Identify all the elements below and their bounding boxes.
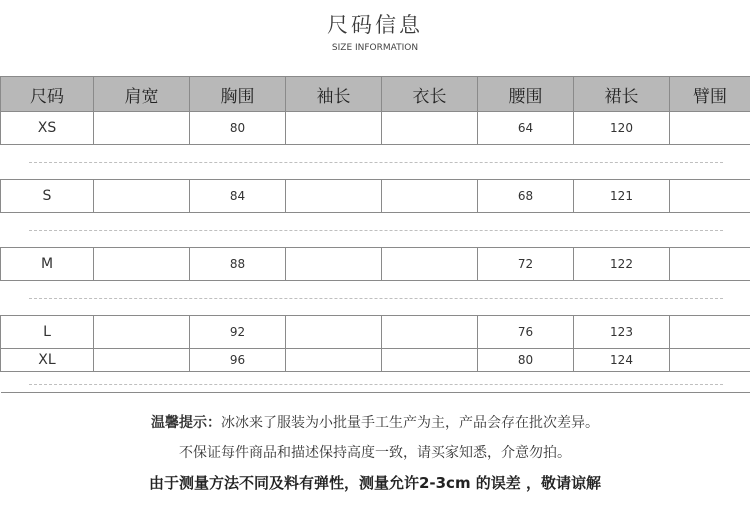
header-arm: 臂围 xyxy=(670,77,750,112)
table-row xyxy=(1,349,750,372)
table-cell xyxy=(382,349,478,372)
table-cell xyxy=(670,349,750,372)
header-length: 衣长 xyxy=(382,77,478,112)
table-cell: 80 xyxy=(190,112,286,145)
row-separator xyxy=(1,213,750,248)
table-cell xyxy=(94,316,190,349)
header-bust: 胸围 xyxy=(190,77,286,112)
row-separator xyxy=(1,372,750,393)
dashed-divider xyxy=(29,162,723,163)
notice-label: 温馨提示： xyxy=(151,415,221,431)
header-sleeve: 袖长 xyxy=(286,77,382,112)
table-cell: 121 xyxy=(574,180,670,213)
table-header-row xyxy=(1,77,750,112)
header-waist: 腰围 xyxy=(478,77,574,112)
size-table xyxy=(0,76,750,393)
table-cell xyxy=(382,248,478,281)
page-header xyxy=(0,12,750,54)
table-cell xyxy=(670,316,750,349)
notice-line-2: 不保证每件商品和描述保持高度一致，请买家知悉，介意勿拍。 xyxy=(179,445,571,461)
table-row xyxy=(1,112,750,145)
header-shoulder: 肩宽 xyxy=(94,77,190,112)
table-cell xyxy=(286,349,382,372)
table-cell xyxy=(94,248,190,281)
table-cell: 68 xyxy=(478,180,574,213)
table-cell: 80 xyxy=(478,349,574,372)
table-cell: 76 xyxy=(478,316,574,349)
table-row xyxy=(1,248,750,281)
table-cell xyxy=(382,112,478,145)
table-cell xyxy=(670,248,750,281)
size-cell: XL xyxy=(1,349,94,372)
table-cell: 64 xyxy=(478,112,574,145)
dashed-divider xyxy=(29,230,723,231)
notice-line-3: 由于测量方法不同及料有弹性，测量允许2-3cm 的误差 ，敬请谅解 xyxy=(148,474,602,492)
size-cell: XS xyxy=(1,112,94,145)
table-cell: 84 xyxy=(190,180,286,213)
table-cell xyxy=(94,180,190,213)
table-cell: 92 xyxy=(190,316,286,349)
notice-text: 冰冰来了服装为小批量手工生产为主，产品会存在批次差异。 xyxy=(221,415,599,431)
table-cell: 72 xyxy=(478,248,574,281)
page-title: 尺码信息 xyxy=(327,13,423,37)
size-cell: L xyxy=(1,316,94,349)
table-cell: 123 xyxy=(574,316,670,349)
table-cell xyxy=(670,180,750,213)
dashed-divider xyxy=(29,384,723,385)
dashed-divider xyxy=(29,298,723,299)
table-cell xyxy=(670,112,750,145)
table-cell xyxy=(286,112,382,145)
header-size: 尺码 xyxy=(1,77,94,112)
page-subtitle: SIZE INFORMATION xyxy=(331,43,419,53)
table-cell: 88 xyxy=(190,248,286,281)
table-cell xyxy=(286,316,382,349)
table-cell xyxy=(286,248,382,281)
table-cell xyxy=(286,180,382,213)
size-cell: S xyxy=(1,180,94,213)
notice-line-1 xyxy=(0,412,750,432)
table-cell: 120 xyxy=(574,112,670,145)
table-row xyxy=(1,180,750,213)
table-row xyxy=(1,316,750,349)
table-cell xyxy=(94,349,190,372)
size-cell: M xyxy=(1,248,94,281)
table-cell xyxy=(382,180,478,213)
table-cell: 122 xyxy=(574,248,670,281)
row-separator xyxy=(1,145,750,180)
table-cell: 124 xyxy=(574,349,670,372)
table-cell xyxy=(94,112,190,145)
header-skirt-length: 裙长 xyxy=(574,77,670,112)
table-cell: 96 xyxy=(190,349,286,372)
row-separator xyxy=(1,281,750,316)
table-cell xyxy=(382,316,478,349)
